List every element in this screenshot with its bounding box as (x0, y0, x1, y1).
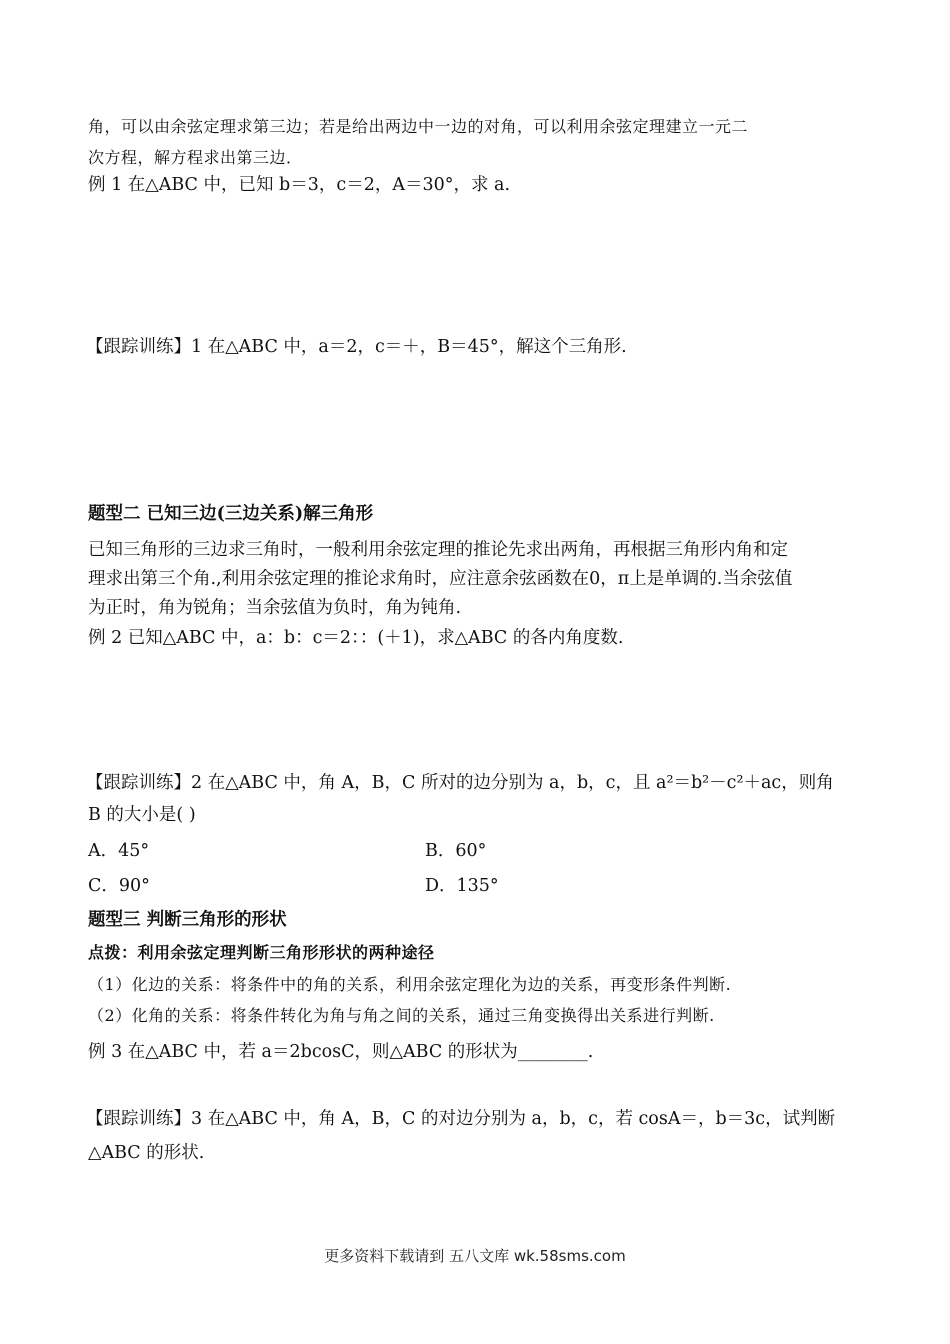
example-1: 例 1 在△ABC 中，已知 b＝3，c＝2，A＝30°，求 a. (88, 175, 511, 195)
option-d: D．135° (425, 876, 499, 896)
example-3: 例 3 在△ABC 中，若 a＝2bcosC，则△ABC 的形状为________. (88, 1042, 594, 1062)
paragraph-line: 已知三角形的三边求三角时，一般利用余弦定理的推论先求出两角，再根据三角形内角和定 (88, 540, 788, 560)
paragraph-line: 为正时，角为锐角；当余弦值为负时，角为钝角. (88, 598, 462, 618)
option-c: C．90° (88, 876, 150, 896)
tip-item-2: （2）化角的关系：将条件转化为角与角之间的关系，通过三角变换得出关系进行判断. (88, 1006, 715, 1025)
option-b: B．60° (425, 841, 487, 861)
tip-heading: 点拨：利用余弦定理判断三角形形状的两种途径 (88, 943, 435, 962)
practice-2: 【跟踪训练】2 在△ABC 中，角 A，B，C 所对的边分别为 a，b，c，且 a²＝b²－c²＋ac，则角 (86, 773, 834, 793)
section-heading-2: 题型二 已知三边(三边关系)解三角形 (88, 504, 374, 524)
example-2: 例 2 已知△ABC 中，a：b：c＝2：：(＋1)，求△ABC 的各内角度数. (88, 628, 624, 648)
practice-1: 【跟踪训练】1 在△ABC 中，a＝2，c＝＋，B＝45°，解这个三角形. (86, 337, 627, 357)
practice-3: 【跟踪训练】3 在△ABC 中，角 A，B，C 的对边分别为 a，b，c，若 cosA＝，b＝3c，试判断 (86, 1109, 836, 1129)
tip-item-1: （1）化边的关系：将条件中的角的关系，利用余弦定理化为边的关系，再变形条件判断. (88, 975, 732, 994)
practice-3-continued: △ABC 的形状. (88, 1143, 205, 1163)
section-heading-3: 题型三 判断三角形的形状 (88, 910, 287, 930)
option-a: A．45° (88, 841, 150, 861)
footer-text: 更多资料下载请到 五八文库 wk.58sms.com (324, 1247, 626, 1265)
paragraph-line: 理求出第三个角.,利用余弦定理的推论求角时，应注意余弦函数在0，π上是单调的.当余弦值 (88, 569, 793, 589)
paragraph-line: 角，可以由余弦定理求第三边；若是给出两边中一边的对角，可以利用余弦定理建立一元二 (88, 117, 749, 136)
practice-2-question: B 的大小是( ) (88, 805, 196, 825)
paragraph-line: 次方程，解方程求出第三边． (88, 148, 303, 167)
